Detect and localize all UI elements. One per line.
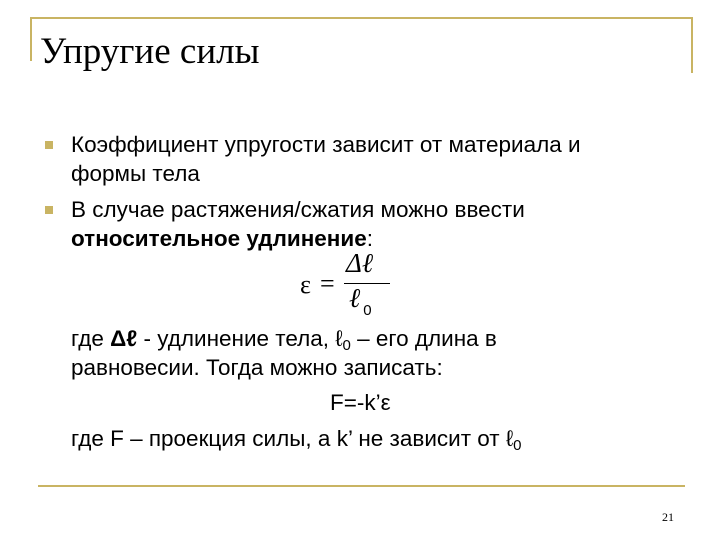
force-formula: F=-k’ε [330,390,391,415]
denominator-l: ℓ [349,283,361,313]
bullet2-line1: В случае растяжения/сжатия можно ввести [71,197,525,222]
frame-right-line [691,17,693,73]
bullet1-line2: формы тела [71,161,200,186]
paragraph1-line2: равновесии. Тогда можно записать: [71,355,443,380]
l0-symbol-2: ℓ [505,426,514,451]
paragraph2 [71,424,521,460]
footer-line [38,485,685,487]
fraction-denominator [349,283,372,319]
bullet1-line1: Коэффициент упругости зависит от материала и [71,132,581,157]
para1-post: – его длина в [350,326,497,351]
denominator-subscript: 0 [363,302,372,319]
delta-l-symbol: Δℓ [110,326,138,351]
slide-title: Упругие силы [40,31,260,72]
frame-left-line [30,17,32,61]
bullet-square-1 [45,141,53,149]
strain-formula [300,248,420,322]
l0-symbol: ℓ [335,326,343,351]
fraction-numerator: Δℓ [346,248,374,278]
para1-mid: - удлинение тела, [137,326,336,351]
equals-sign: = [320,269,335,298]
bold-term: относительное удлинение [71,226,367,251]
epsilon-symbol: ε [300,270,311,299]
bullet2-line2 [71,224,373,253]
l0-subscript: 0 [342,337,351,354]
para1-pre: где [71,326,111,351]
para2-pre: где F – проекция силы, а k’ не зависит от [71,426,506,451]
frame-top-line [30,17,692,19]
bullet-square-2 [45,206,53,214]
l0-subscript-2: 0 [513,437,522,454]
colon: : [366,226,374,251]
page-number: 21 [662,510,674,524]
